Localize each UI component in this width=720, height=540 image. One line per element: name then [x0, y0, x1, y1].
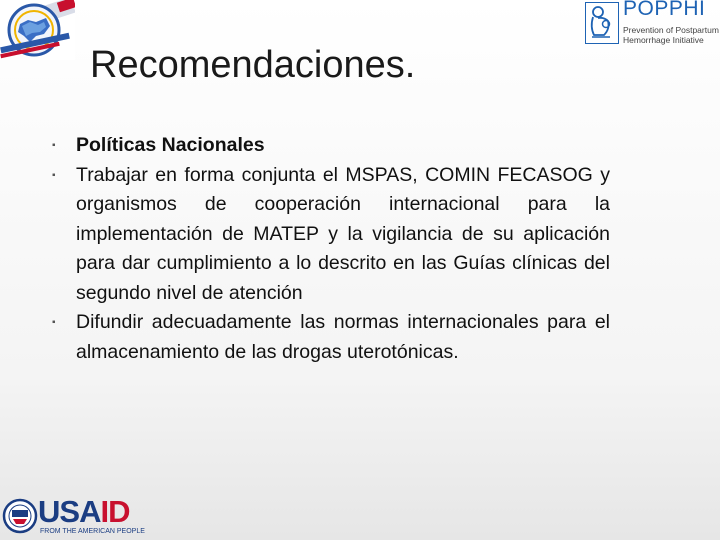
recommendations-list: [52, 131, 610, 367]
mother-child-icon: [585, 2, 619, 44]
ministry-logo: [0, 0, 75, 60]
list-item: [52, 131, 610, 161]
bullet-icon: ▪: [52, 317, 56, 328]
popphi-name: POPPHI: [623, 0, 706, 20]
bullet-icon: ▪: [52, 140, 56, 151]
bullet-icon: ▪: [52, 169, 56, 181]
slide-title: Recomendaciones.: [90, 44, 416, 86]
popphi-tagline: [623, 26, 719, 45]
popphi-tagline-line-1: Prevention of Postpartum: [623, 25, 719, 35]
guatemala-map-emblem-icon: [0, 0, 75, 60]
popphi-tagline-line-2: Hemorrhage Initiative: [623, 34, 704, 45]
usaid-wordmark-blue: USA: [38, 494, 101, 529]
list-item-text: Trabajar en forma conjunta el MSPAS, COMIN FECASOG y organismos de cooperación internacional para la implementación de MATEP y la vigilancia de su aplicación para dar cumplimiento a lo descrito en las Guías clínicas del segundo nivel de atención: [76, 163, 610, 304]
usaid-logo: [0, 492, 145, 540]
list-item: [52, 308, 610, 367]
list-item-text: Difundir adecuadamente las normas internacionales para el almacenamiento de las drogas uterotónicas.: [76, 311, 610, 363]
popphi-logo: [585, 0, 720, 46]
list-item: [52, 161, 610, 309]
usaid-wordmark-red: ID: [100, 494, 130, 529]
usaid-seal-icon: [2, 494, 38, 538]
usaid-wordmark: [38, 494, 129, 530]
list-item-text: Políticas Nacionales: [76, 134, 265, 156]
usaid-tagline: FROM THE AMERICAN PEOPLE: [40, 528, 145, 535]
